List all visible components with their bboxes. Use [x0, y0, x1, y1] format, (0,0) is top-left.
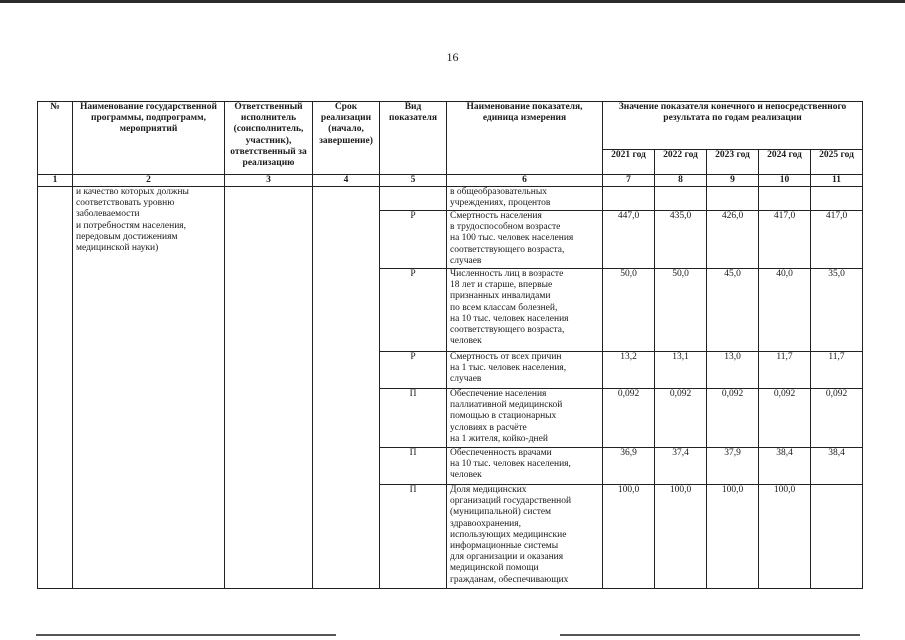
cell-indicator: Численность лиц в возрасте 18 лет и старше, впервые признанных инвалидами по всем классам болезней, на 10 тыс. человек населения соответствующего возраста, человек	[447, 269, 603, 352]
column-number: 8	[655, 175, 707, 187]
cell-indicator: Смертность населения в трудоспособном возрасте на 100 тыс. человек населения соответствующего возраста, случаев	[447, 211, 603, 269]
bottom-border-line	[560, 634, 860, 636]
cell-type	[380, 187, 447, 211]
cell-type: Р	[380, 352, 447, 389]
page-number: 16	[446, 50, 459, 64]
cell-value: 435,0	[655, 211, 707, 269]
cell-value: 13,1	[655, 352, 707, 389]
cell-value: 37,4	[655, 448, 707, 485]
header-period: Срок реализации (начало, завершение)	[313, 102, 380, 175]
cell-value	[707, 187, 759, 211]
column-number: 5	[380, 175, 447, 187]
cell-value: 417,0	[759, 211, 811, 269]
header-program: Наименование государственной программы, подпрограмм, мероприятий	[73, 102, 225, 175]
cell-value: 13,2	[603, 352, 655, 389]
column-number: 7	[603, 175, 655, 187]
cell-indicator: Доля медицинских организаций государственной (муниципальной) систем здравоохранения, использующих медицинские информационные системы для организации и оказания медицинской помощи гражданам, обеспечивающих	[447, 485, 603, 589]
cell-type: Р	[380, 269, 447, 352]
header-row-1	[38, 102, 863, 150]
column-number: 9	[707, 175, 759, 187]
header-year-2022: 2022 год	[655, 149, 707, 174]
header-type: Вид показателя	[380, 102, 447, 175]
column-number: 2	[73, 175, 225, 187]
cell-value: 100,0	[655, 485, 707, 589]
cell-value: 38,4	[811, 448, 863, 485]
cell-value: 100,0	[603, 485, 655, 589]
column-number: 6	[447, 175, 603, 187]
cell-value: 417,0	[811, 211, 863, 269]
header-executor: Ответственный исполнитель (соисполнитель, участник), ответственный за реализацию	[225, 102, 313, 175]
column-number: 1	[38, 175, 73, 187]
column-number-row	[38, 175, 863, 187]
cell-value: 50,0	[603, 269, 655, 352]
cell-value: 11,7	[759, 352, 811, 389]
header-values-group: Значение показателя конечного и непосредственного результата по годам реализации	[603, 102, 863, 150]
header-year-2023: 2023 год	[707, 149, 759, 174]
cell-indicator: в общеобразовательных учреждениях, процентов	[447, 187, 603, 211]
cell-type: П	[380, 448, 447, 485]
cell-value	[759, 187, 811, 211]
cell-value: 100,0	[707, 485, 759, 589]
table-row	[38, 187, 863, 211]
cell-period	[313, 187, 380, 589]
cell-value: 426,0	[707, 211, 759, 269]
cell-value: 0,092	[759, 389, 811, 448]
cell-indicator: Смертность от всех причин на 1 тыс. человек населения, случаев	[447, 352, 603, 389]
cell-value: 0,092	[811, 389, 863, 448]
cell-value	[655, 187, 707, 211]
header-year-2025: 2025 год	[811, 149, 863, 174]
cell-executor	[225, 187, 313, 589]
cell-program: и качество которых должны соответствовать уровню заболеваемости и потребностям населения, передовым достижениям медицинской науки)	[73, 187, 225, 589]
column-number: 4	[313, 175, 380, 187]
cell-type: П	[380, 389, 447, 448]
header-year-2021: 2021 год	[603, 149, 655, 174]
cell-indicator: Обеспеченность врачами на 10 тыс. человек населения, человек	[447, 448, 603, 485]
top-border-line	[0, 0, 905, 3]
cell-value	[603, 187, 655, 211]
cell-value: 36,9	[603, 448, 655, 485]
bottom-border-line	[36, 634, 336, 636]
cell-value: 45,0	[707, 269, 759, 352]
cell-value	[811, 485, 863, 589]
column-number: 10	[759, 175, 811, 187]
cell-value: 13,0	[707, 352, 759, 389]
column-number: 3	[225, 175, 313, 187]
cell-value: 0,092	[655, 389, 707, 448]
cell-value	[811, 187, 863, 211]
header-num: №	[38, 102, 73, 175]
cell-type: П	[380, 485, 447, 589]
cell-value: 37,9	[707, 448, 759, 485]
column-number: 11	[811, 175, 863, 187]
indicator-table	[37, 101, 863, 589]
cell-type: Р	[380, 211, 447, 269]
cell-value: 11,7	[811, 352, 863, 389]
cell-value: 35,0	[811, 269, 863, 352]
cell-value: 38,4	[759, 448, 811, 485]
cell-value: 447,0	[603, 211, 655, 269]
cell-value: 0,092	[707, 389, 759, 448]
header-year-2024: 2024 год	[759, 149, 811, 174]
cell-value: 40,0	[759, 269, 811, 352]
cell-value: 100,0	[759, 485, 811, 589]
cell-indicator: Обеспечение населения паллиативной медицинской помощью в стационарных условиях в расчёте на 1 жителя, койко-дней	[447, 389, 603, 448]
cell-num	[38, 187, 73, 589]
cell-value: 0,092	[603, 389, 655, 448]
cell-value: 50,0	[655, 269, 707, 352]
header-indicator: Наименование показателя, единица измерения	[447, 102, 603, 175]
